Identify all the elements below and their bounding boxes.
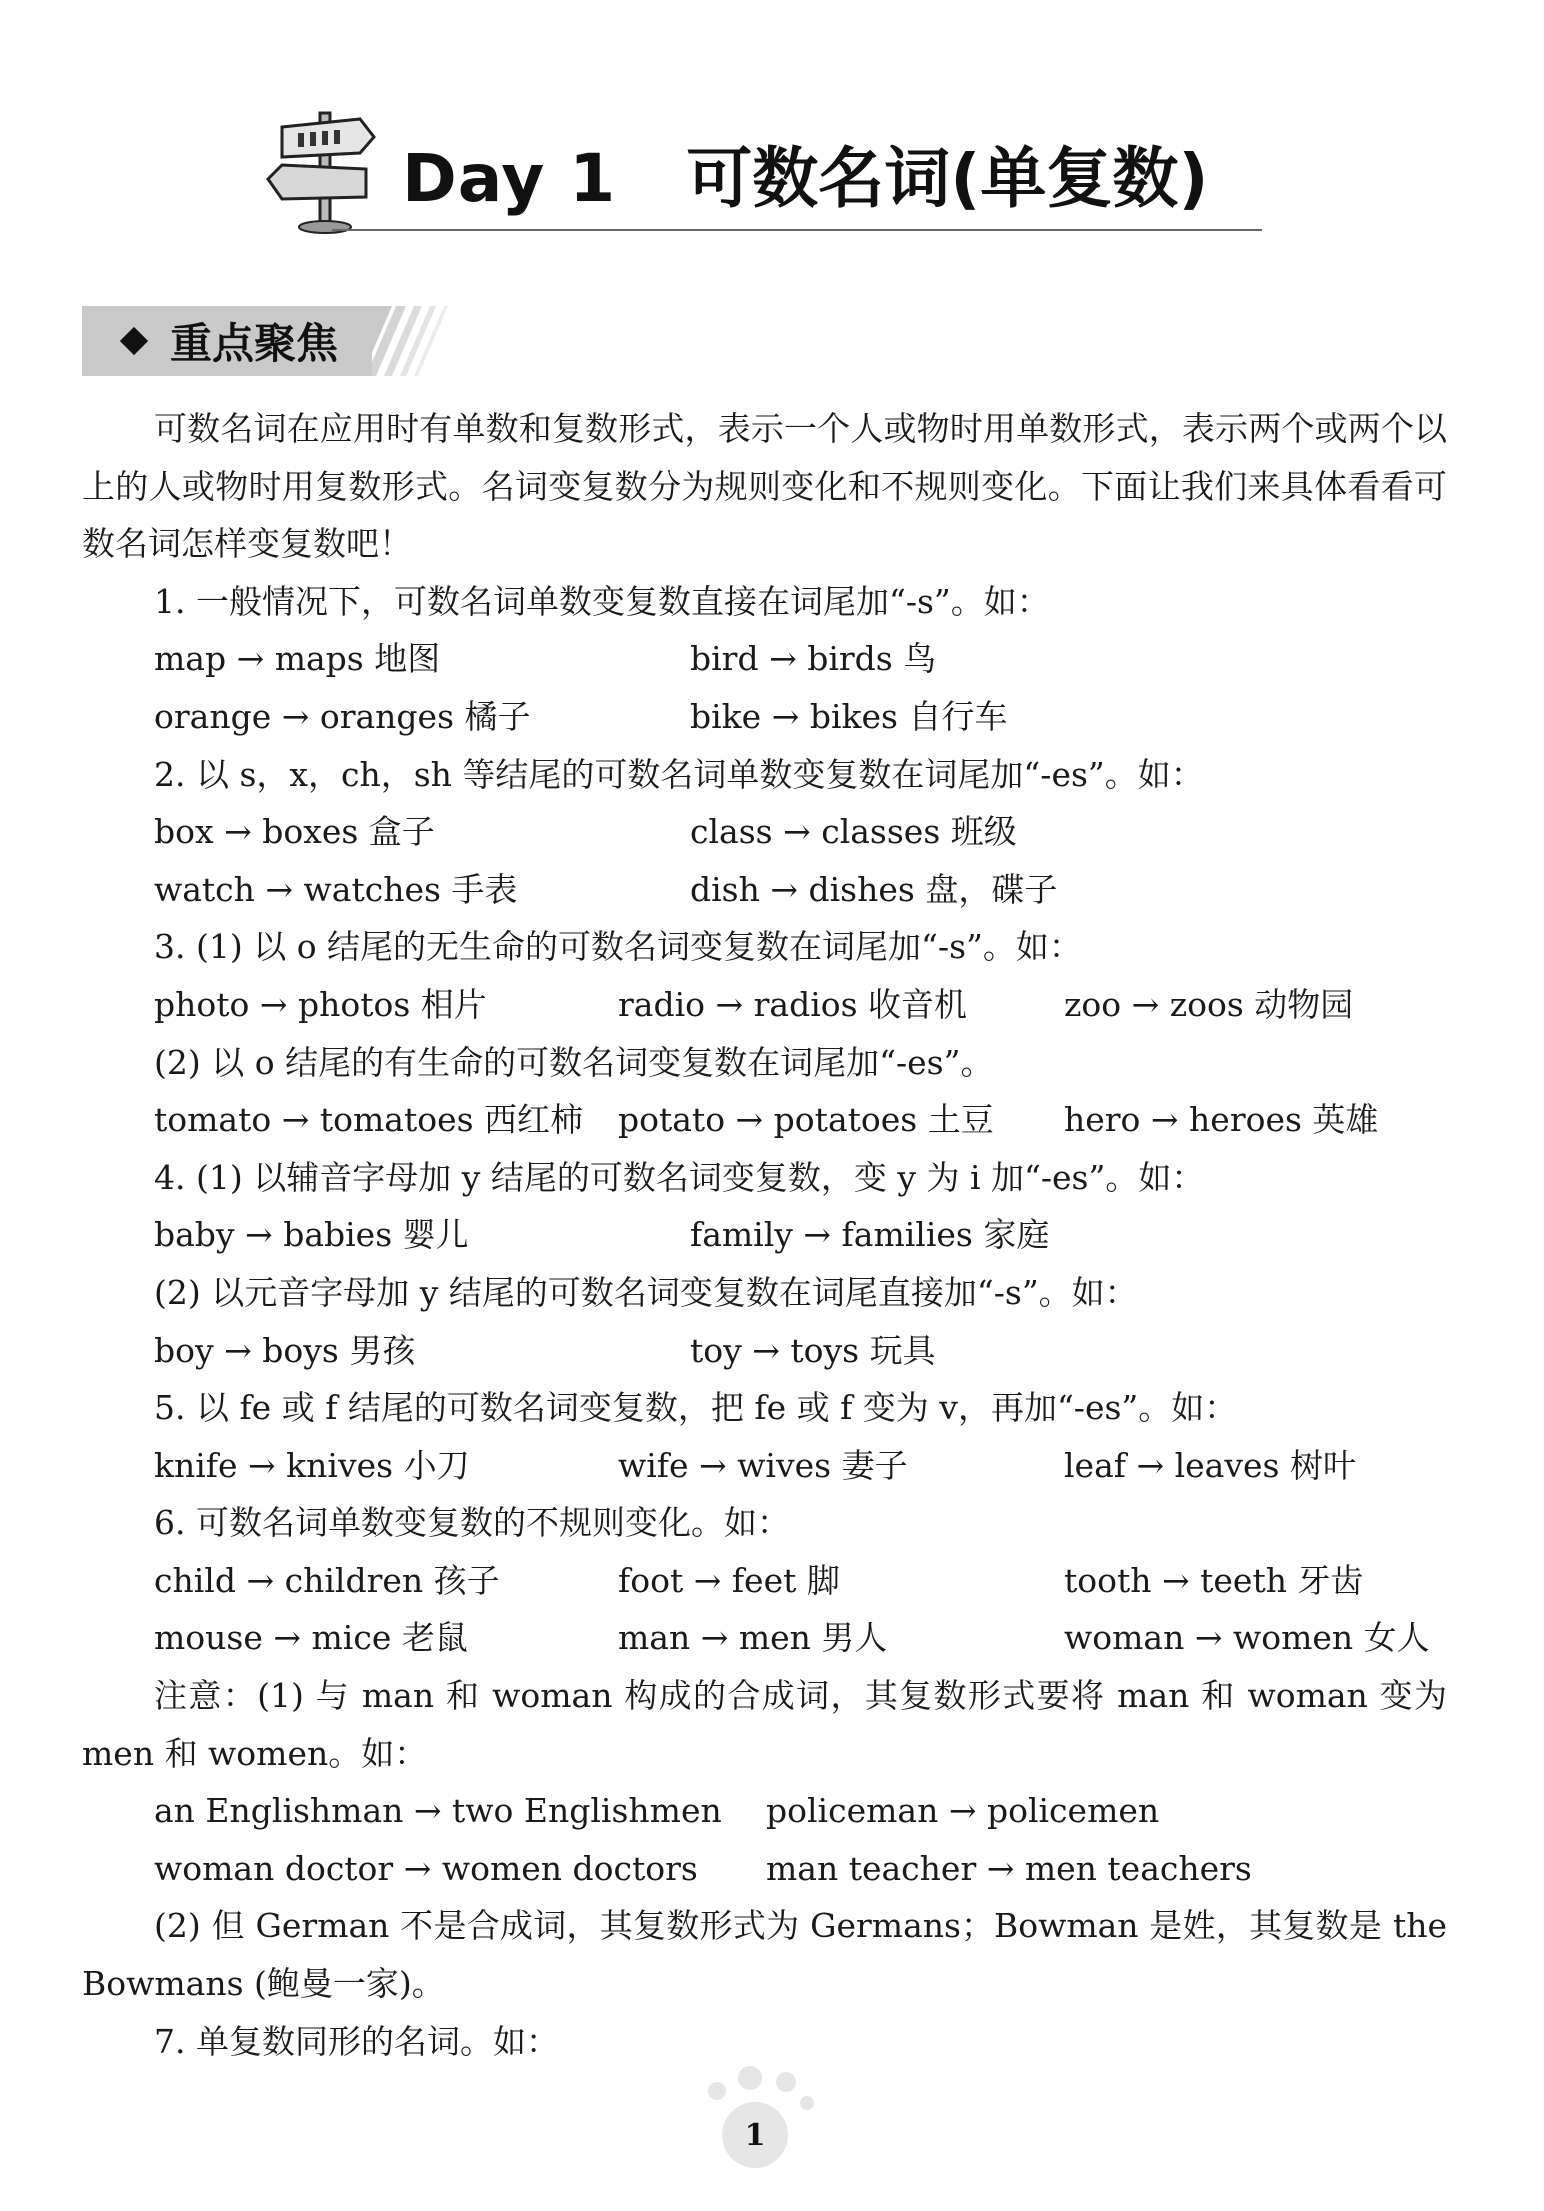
page-header [262,105,1262,235]
example-row [82,1782,1447,1840]
example-item: tooth → teeth 牙齿 [1064,1560,1364,1600]
example-item: foot → feet 脚 [618,1560,840,1600]
title-underline [332,229,1262,231]
example-item: tomato → tomatoes 西红柿 [154,1100,584,1140]
main-content [82,400,1447,2070]
example-item: policeman → policemen [766,1791,1160,1831]
rule-7: 7. 单复数同形的名词。如： [154,2021,559,2061]
example-row [82,688,1447,746]
example-item: photo → photos 相片 [154,984,487,1024]
example-item: zoo → zoos 动物园 [1064,984,1354,1024]
intro-paragraph: 可数名词在应用时有单数和复数形式，表示一个人或物时用单数形式，表示两个或两个以上的人或物时用复数形式。名词变复数分为规则变化和不规则变化。下面让我们来具体看看可数名词怎样变复数吧！ [82,409,1447,564]
example-item: man teacher → men teachers [766,1848,1252,1888]
section-banner [82,306,462,376]
rule-1: 1. 一般情况下，可数名词单数变复数直接在词尾加“-s”。如： [154,581,1050,621]
example-item: woman → women 女人 [1064,1618,1430,1658]
signpost-icon [262,105,392,235]
example-row [82,630,1447,688]
example-row [82,861,1447,919]
example-item: dish → dishes 盘，碟子 [690,869,1058,909]
example-item: bike → bikes 自行车 [690,696,1008,736]
example-row [82,1552,1447,1610]
example-item: leaf → leaves 树叶 [1064,1445,1356,1485]
note-2: (2) 但 German 不是合成词，其复数形式为 Germans；Bowman 是姓，其复数是 the Bowmans (鲍曼一家)。 [82,1906,1447,2004]
example-item: orange → oranges 橘子 [154,696,531,736]
banner-stripes [372,306,472,376]
example-row [82,1609,1447,1667]
example-item: knife → knives 小刀 [154,1445,470,1485]
example-item: child → children 孩子 [154,1560,500,1600]
example-item: an Englishman → two Englishmen [154,1791,722,1831]
example-item: watch → watches 手表 [154,869,518,909]
section-label-text: 重点聚焦 [170,319,339,368]
rule-2: 2. 以 s，x，ch，sh 等结尾的可数名词单数变复数在词尾加“-es”。如： [154,754,1204,794]
example-row [82,976,1447,1034]
example-item: box → boxes 盒子 [154,812,435,852]
example-row [82,1437,1447,1495]
example-item: woman doctor → women doctors [154,1848,698,1888]
example-item: man → men 男人 [618,1618,888,1658]
rule-6: 6. 可数名词单数变复数的不规则变化。如： [154,1503,790,1543]
example-item: bird → birds 鸟 [690,639,937,679]
example-item: hero → heroes 英雄 [1064,1100,1379,1140]
example-item: mouse → mice 老鼠 [154,1618,468,1658]
section-label [116,316,338,366]
example-row [82,1091,1447,1149]
example-row [82,803,1447,861]
example-item: boy → boys 男孩 [154,1330,416,1370]
example-row [82,1322,1447,1380]
page-number: 1 [722,2102,788,2168]
paw-dot [800,2096,814,2110]
example-item: family → families 家庭 [690,1215,1050,1255]
rule-4-1: 4. (1) 以辅音字母加 y 结尾的可数名词变复数，变 y 为 i 加“-es”。如： [154,1157,1205,1197]
page-title [402,125,1209,215]
title-chinese: 可数名词(单复数) [686,140,1209,217]
example-item: class → classes 班级 [690,812,1017,852]
example-item: potato → potatoes 土豆 [618,1100,994,1140]
note-1: 注意：(1) 与 man 和 woman 构成的合成词，其复数形式要将 man 和 woman 变为 men 和 women。如： [82,1676,1447,1773]
example-item: radio → radios 收音机 [618,984,968,1024]
example-row [82,1206,1447,1264]
rule-5: 5. 以 fe 或 f 结尾的可数名词变复数，把 fe 或 f 变为 v，再加“-es”。如： [154,1388,1238,1428]
example-item: toy → toys 玩具 [690,1330,936,1370]
diamond-bullet-icon [120,327,148,355]
rule-4-2: (2) 以元音字母加 y 结尾的可数名词变复数在词尾直接加“-s”。如： [154,1272,1138,1312]
paw-dot [776,2072,796,2092]
rule-3-1: 3. (1) 以 o 结尾的无生命的可数名词变复数在词尾加“-s”。如： [154,927,1082,967]
example-item: wife → wives 妻子 [618,1445,908,1485]
example-item: baby → babies 婴儿 [154,1215,469,1255]
example-item: map → maps 地图 [154,639,441,679]
paw-dot [738,2066,762,2090]
example-row [82,1840,1447,1898]
title-english: Day 1 [402,140,617,217]
rule-3-2: (2) 以 o 结尾的有生命的可数名词变复数在词尾加“-es”。 [154,1042,994,1082]
paw-dot [708,2082,726,2100]
